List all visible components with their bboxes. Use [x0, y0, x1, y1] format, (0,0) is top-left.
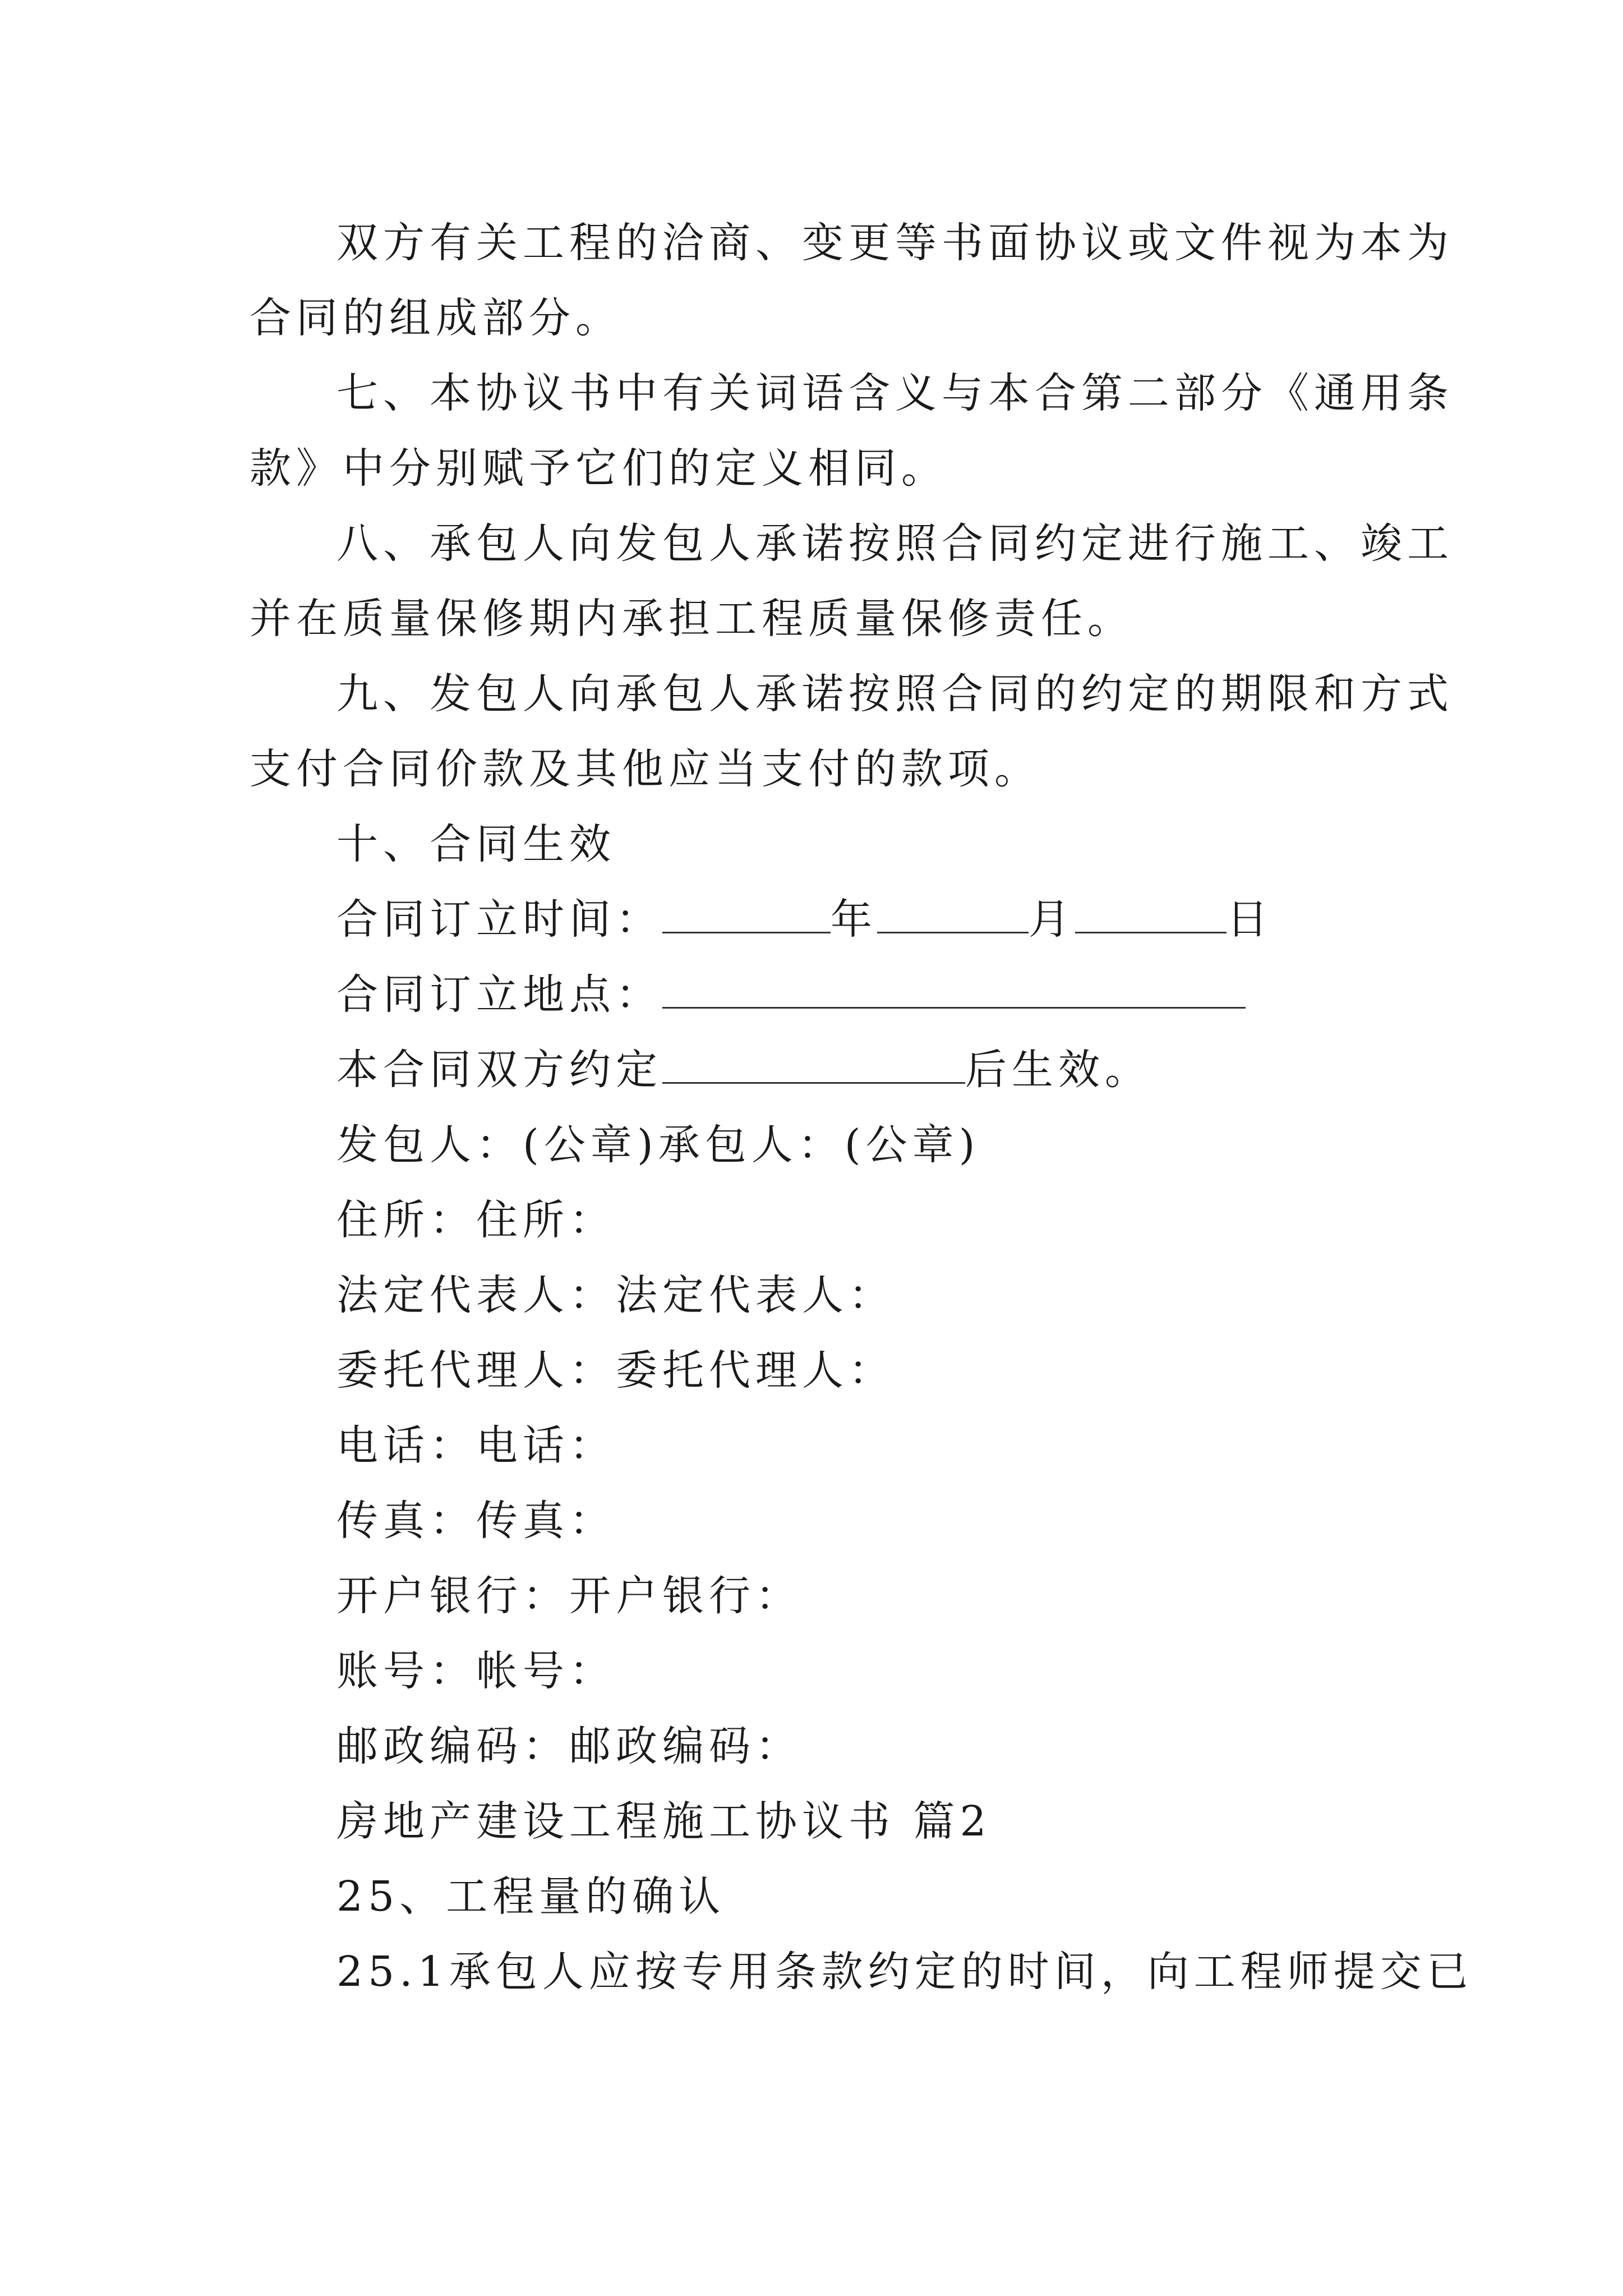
sign-date-label: 合同订立时间： — [336, 895, 662, 944]
party-phone-line: 电话：电话： — [336, 1421, 616, 1470]
party-account-line: 账号：帐号： — [336, 1647, 616, 1695]
party-address-line: 住所：住所： — [336, 1196, 616, 1244]
party-seal-line: 发包人：(公章)承包人：(公章) — [336, 1121, 980, 1169]
sign-place-label: 合同订立地点： — [336, 970, 662, 1019]
paragraph-line: 双方有关工程的洽商、变更等书面协议或文件视为本为 — [336, 219, 1454, 267]
effective-line — [336, 1042, 1151, 1098]
section-heading: 十、合同生效 — [336, 820, 616, 868]
paragraph-line: 款》中分别赋予它们的定义相同。 — [250, 444, 948, 493]
party-legal-rep-line: 法定代表人：法定代表人： — [336, 1271, 895, 1319]
place-blank — [662, 973, 1246, 1009]
day-blank — [1075, 898, 1227, 933]
party-bank-line: 开户银行：开户银行： — [336, 1572, 802, 1620]
party-fax-line: 传真：传真： — [336, 1497, 616, 1545]
next-document-title: 房地产建设工程施工协议书 篇2 — [336, 1797, 992, 1846]
paragraph-line: 合同的组成部分。 — [250, 294, 622, 342]
month-blank — [877, 898, 1029, 933]
clause-text: 25.1承包人应按专用条款约定的时间，向工程师提交已 — [336, 1948, 1473, 1996]
effective-prefix: 本合同双方约定 — [336, 1046, 662, 1094]
party-postcode-line: 邮政编码：邮政编码： — [336, 1722, 802, 1770]
sign-place-line — [336, 967, 1246, 1023]
month-unit: 月 — [1029, 895, 1075, 944]
clause-title: 25、工程量的确认 — [336, 1872, 726, 1921]
paragraph-line: 并在质量保修期内承担工程质量保修责任。 — [250, 595, 1134, 643]
sign-date-line — [336, 891, 1273, 947]
year-blank — [662, 898, 831, 933]
paragraph-line: 支付合同价款及其他应当支付的款项。 — [250, 745, 1041, 793]
paragraph-line: 八、承包人向发包人承诺按照合同约定进行施工、竣工 — [336, 519, 1454, 568]
day-unit: 日 — [1227, 895, 1273, 944]
paragraph-line: 七、本协议书中有关词语含义与本合第二部分《通用条 — [336, 369, 1454, 417]
year-unit: 年 — [831, 895, 877, 944]
paragraph-line: 九、发包人向承包人承诺按照合同的约定的期限和方式 — [336, 670, 1454, 718]
effective-blank — [662, 1048, 965, 1084]
party-agent-line: 委托代理人：委托代理人： — [336, 1346, 895, 1395]
effective-suffix: 后生效。 — [965, 1046, 1151, 1094]
